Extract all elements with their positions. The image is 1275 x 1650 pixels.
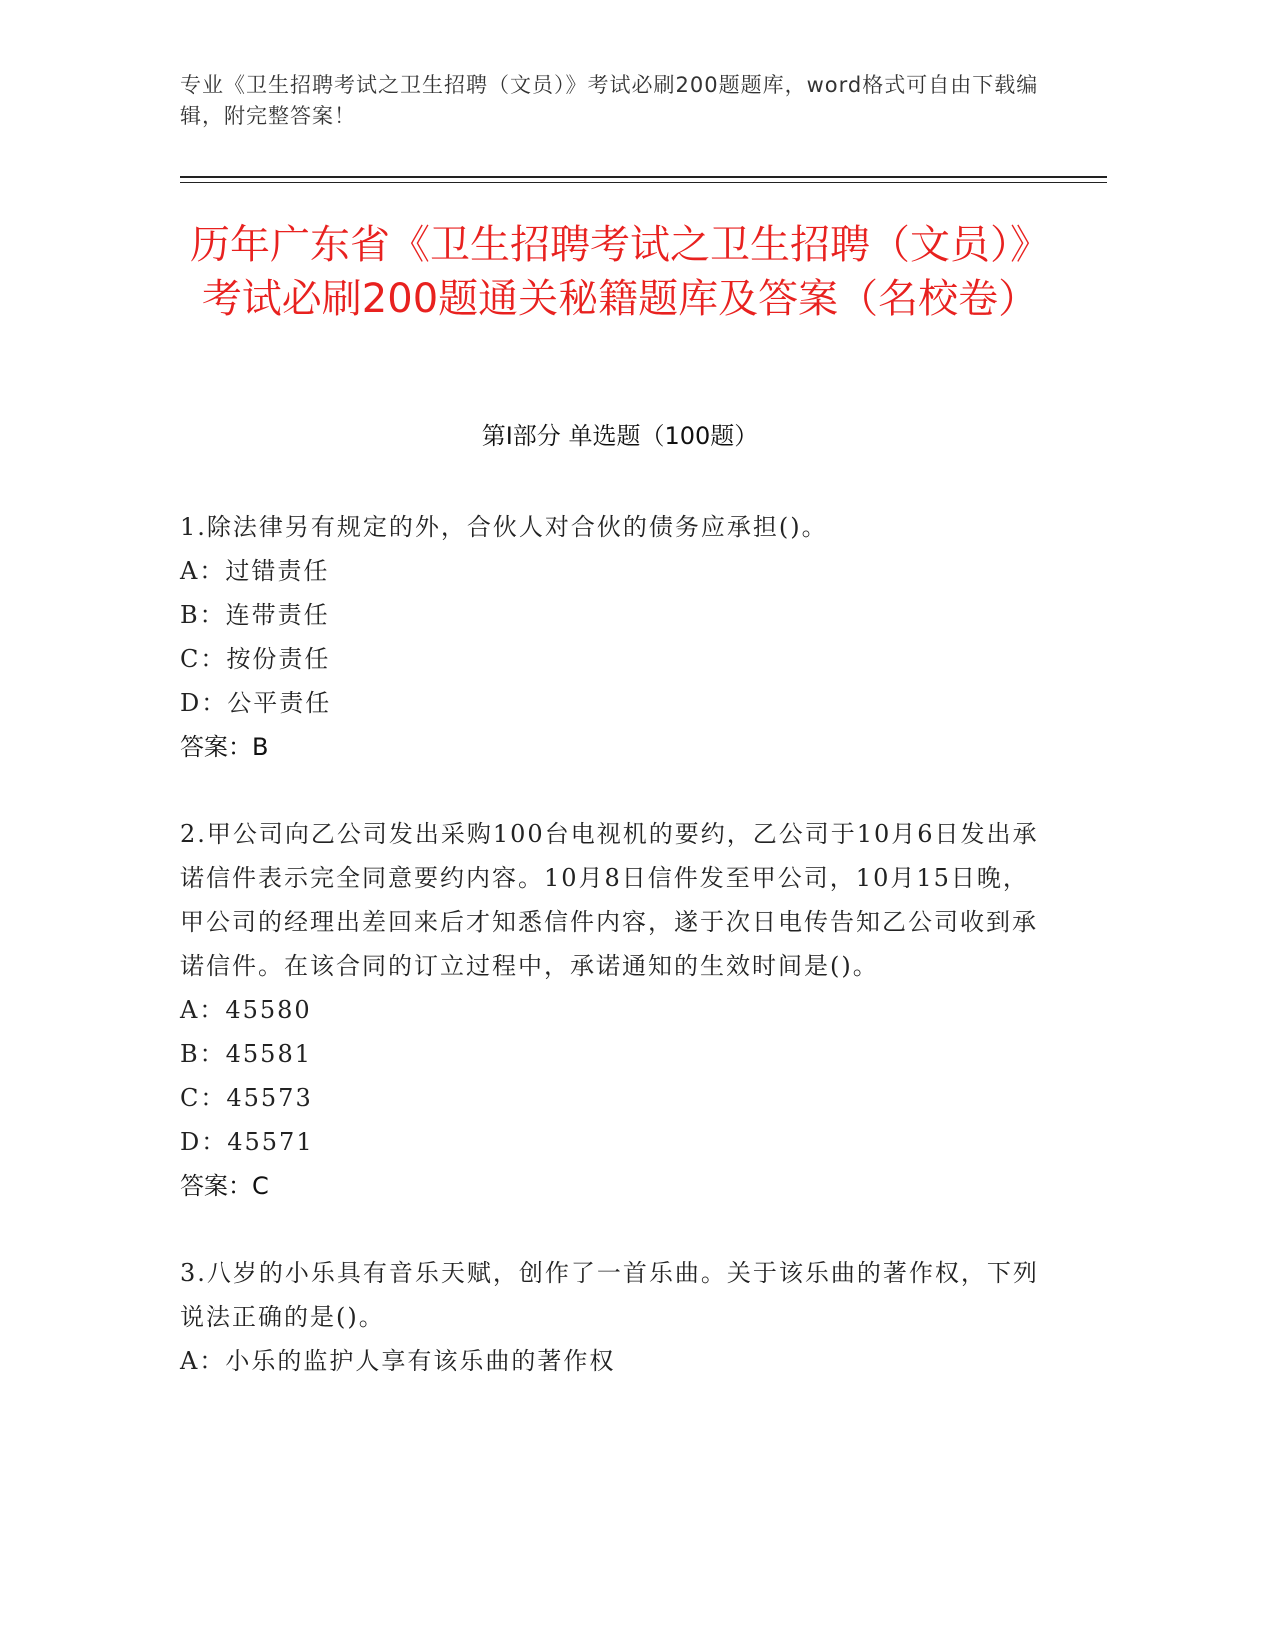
option-d: D：45571 (180, 1128, 314, 1156)
option-b: B：连带责任 (180, 601, 330, 629)
question-3 (180, 1251, 1040, 1383)
option-c: C：45573 (180, 1084, 313, 1112)
answer: 答案：B (180, 733, 269, 761)
question-1 (180, 505, 1040, 769)
answer: 答案：C (180, 1172, 269, 1200)
question-text: 2.甲公司向乙公司发出采购100台电视机的要约，乙公司于10月6日发出承诺信件表示完全同意要约内容。10月8日信件发至甲公司，10月15日晚，甲公司的经理出差回来后才知悉信件内容，遂于次日电传告知乙公司收到承诺信件。在该合同的订立过程中，承诺通知的生效时间是()。 (180, 820, 1039, 980)
option-a: A：45580 (180, 996, 312, 1024)
question-2 (180, 812, 1040, 1208)
section-title: 第Ⅰ部分 单选题（100题） (481, 422, 759, 450)
option-c: C：按份责任 (180, 645, 331, 673)
header-divider-thick (180, 176, 1107, 178)
option-a: A：过错责任 (180, 557, 330, 585)
option-d: D：公平责任 (180, 689, 332, 717)
header-divider-thin (180, 182, 1107, 183)
question-list (180, 505, 1040, 1426)
question-text: 1.除法律另有规定的外，合伙人对合伙的债务应承担()。 (180, 513, 828, 541)
header-note: 专业《卫生招聘考试之卫生招聘（文员）》考试必刷200题题库，word格式可自由下载编辑，附完整答案！ (180, 73, 1039, 128)
question-text: 3.八岁的小乐具有音乐天赋，创作了一首乐曲。关于该乐曲的著作权，下列说法正确的是()。 (180, 1259, 1039, 1331)
option-b: B：45581 (180, 1040, 312, 1068)
option-a: A：小乐的监护人享有该乐曲的著作权 (180, 1347, 616, 1375)
document-title: 历年广东省《卫生招聘考试之卫生招聘（文员）》考试必刷200题通关秘籍题库及答案（名校卷） (190, 222, 1050, 322)
